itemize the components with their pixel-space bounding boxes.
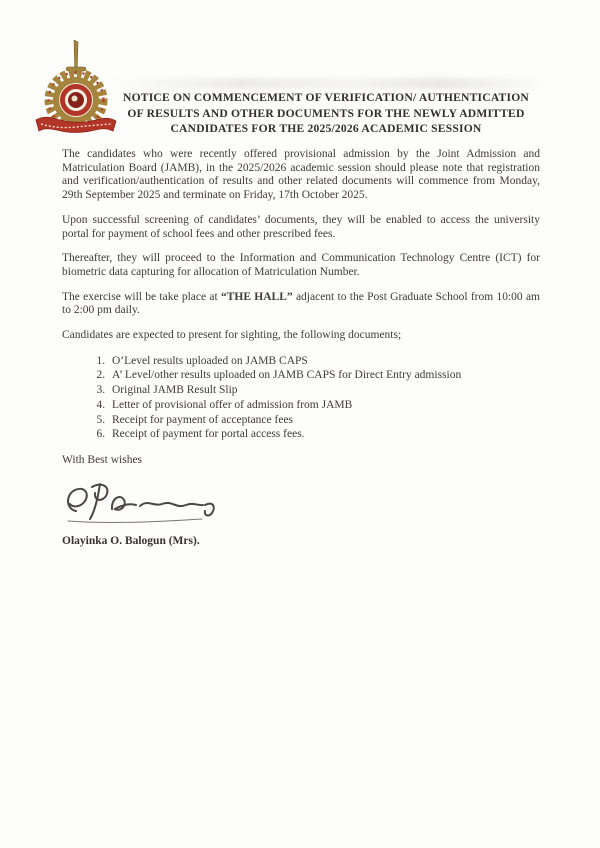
- list-item: 2. A’ Level/other results uploaded on JAMB CAPS for Direct Entry admission: [108, 368, 540, 383]
- notice-body: [62, 148, 540, 548]
- paragraph-venue: [62, 291, 540, 318]
- paragraph-documents-intro: Candidates are expected to present for sighting, the following documents;: [62, 329, 402, 342]
- list-item: 4. Letter of provisional offer of admission from JAMB: [108, 398, 540, 413]
- paragraph-ict-biometric: Thereafter, they will proceed to the Information and Communication Technology Centre (ICT) for biometric data capturing for allocation of Matriculation Number.: [62, 252, 540, 278]
- title-line-2: OF RESULTS AND OTHER DOCUMENTS FOR THE NEWLY ADMITTED: [127, 106, 525, 120]
- scan-artifact: [110, 78, 550, 89]
- closing-wishes: With Best wishes: [62, 453, 143, 466]
- list-item: 5. Receipt for payment of acceptance fees: [108, 413, 540, 428]
- signatory-name: Olayinka O. Balogun (Mrs).: [62, 534, 200, 547]
- list-item: 3. Original JAMB Result Slip: [108, 383, 540, 398]
- venue-name: “THE HALL”: [220, 290, 293, 303]
- venue-text-post: adjacent to the Post Graduate School from 10:00 am to 2:00 pm daily.: [62, 290, 540, 317]
- required-documents-list: [62, 354, 540, 442]
- paragraph-admission-dates: The candidates who were recently offered provisional admission by the Joint Admission and Matriculation Board (JAMB), in the 2025/2026 academic session should please note that registration and verification/authentication of results and other related documents will commence from Monday, 29th September 2025 and terminate on Friday, 17th October 2025.: [62, 148, 540, 202]
- title-line-1: NOTICE ON COMMENCEMENT OF VERIFICATION/ AUTHENTICATION: [123, 91, 529, 104]
- list-item: 1. O’Level results uploaded on JAMB CAPS: [108, 354, 540, 369]
- signature: [62, 479, 540, 531]
- signature-icon: [62, 479, 237, 531]
- title-line-3: CANDIDATES FOR THE 2025/2026 ACADEMIC SESSION: [170, 122, 482, 136]
- paragraph-portal-access: Upon successful screening of candidates’ documents, they will be enabled to access the university portal for payment of school fees and other prescribed fees.: [62, 213, 540, 240]
- venue-text-pre: The exercise will be take place at: [62, 290, 221, 303]
- list-item: 6. Receipt of payment for portal access fees.: [108, 427, 540, 442]
- notice-title: [92, 90, 560, 137]
